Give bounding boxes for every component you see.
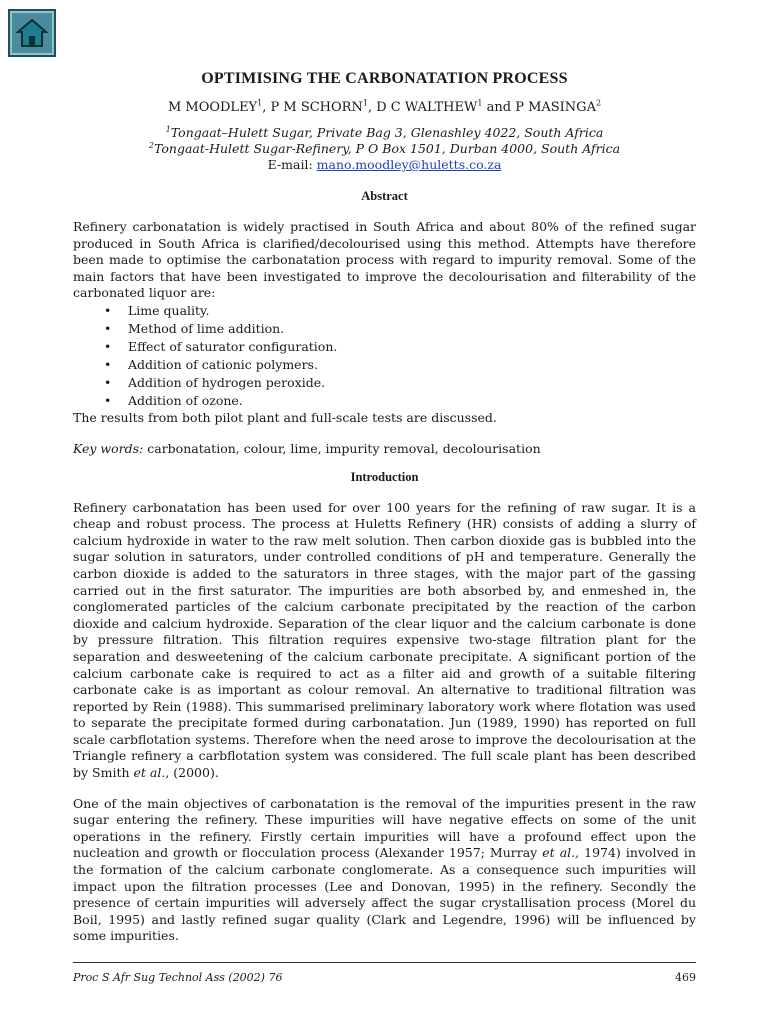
affil-mark: 2: [148, 140, 154, 150]
list-item: • Addition of ozone.: [128, 392, 696, 410]
abstract-closing: The results from both pilot plant and full-scale tests are discussed.: [73, 409, 497, 425]
affil-mark: 1: [165, 124, 171, 134]
keywords-label: Key words:: [73, 440, 144, 456]
list-item: • Lime quality.: [128, 302, 696, 320]
author-affil-mark: 1: [257, 98, 263, 108]
author-affil-mark: 1: [362, 98, 368, 108]
author: D C WALTHEW: [376, 100, 478, 115]
abstract-bullet-list: [73, 302, 696, 410]
author-affil-mark: 2: [595, 98, 602, 108]
email-label: E-mail:: [267, 157, 317, 172]
abstract-heading: Abstract: [361, 189, 408, 203]
italic-text: et al.,: [542, 845, 580, 861]
author: P M SCHORN: [270, 100, 363, 115]
paragraph-text: Refinery carbonatation has been used for over 100 years for the refining of raw sugar. It is a cheap and robust process. The process at Huletts Refinery (HR) consists of adding a slurry of calcium hydroxide in water to the raw melt solution. Then carbon dioxide gas is bubbled into the sugar solution in saturators, under controlled conditions of pH and temperature. Generally the carbon dioxide is added to the saturators in three stages, with the major part of the gassing carried out in the first saturator. The impurities are both absorbed by, and enmeshed in, the conglomerated particles of the calcium carbonate precipitated by the reaction of the carbon dioxide and calcium hydroxide. Separation of the clear liquor and the calcium carbonate is done by pressure filtration. This filtration requires expensive two-stage filtration plant for the separation and desweetening of the calcium carbonate precipitate. A significant portion of the calcium carbonate cake is required to act as a filter aid and growth of a suitable filtering carbonate cake is as important as colour removal. An alternative to traditional filtration was reported by Rein (1988). This summarised preliminary laboratory work where flotation was used to separate the precipitate formed during carbonatation. Jun (1989, 1990) has reported on full scale carbflotation systems. Therefore when the need arose to improve the decolourisation at the Triangle refinery a carbflotation system was considered. The full scale plant has been described by Smith: [73, 499, 696, 781]
intro-paragraph-2: [73, 796, 696, 945]
email-line: [73, 157, 696, 173]
paragraph-text: 1974) involved in the formation of the calcium carbonate conglomerate. As a consequence such impurities will impact upon the filtration processes (Lee and Donovan, 1995) in the refinery. Secondly the presence of certain impurities will adversely affect the sugar crystallisation process (Morel du Boil, 1995) and lastly refined sugar quality (Clark and Legendre, 1996) will be influenced by some impurities.: [73, 845, 696, 944]
page-footer: [73, 962, 696, 984]
affiliation-2: [73, 141, 696, 157]
author-separator: and: [482, 100, 516, 115]
list-item: • Method of lime addition.: [128, 320, 696, 338]
paper-title: OPTIMISING THE CARBONATATION PROCESS: [201, 70, 568, 87]
paragraph-text: One of the main objectives of carbonatation is the removal of the impurities present in the raw sugar entering the refinery. These impurities will have negative effects on some of the unit operations in the refinery. Firstly certain impurities will have a profound effect upon the nucleation and growth or flocculation process (Alexander 1957; Murray: [73, 795, 696, 861]
affil-text: Tongaat-Hulett Sugar-Refinery, P O Box 1501, Durban 4000, South Africa: [154, 141, 621, 156]
list-item: • Effect of saturator configuration.: [128, 338, 696, 356]
keywords-text: carbonatation, colour, lime, impurity removal, decolourisation: [143, 440, 541, 456]
author-separator: ,: [262, 100, 271, 115]
affiliation-1: [73, 125, 696, 141]
list-item: • Addition of hydrogen peroxide.: [128, 374, 696, 392]
author-affil-mark: 1: [477, 98, 483, 108]
keywords: [73, 441, 696, 456]
italic-text: et al.: [133, 765, 166, 781]
paragraph-text: , (2000).: [165, 765, 219, 781]
home-button[interactable]: [8, 9, 56, 57]
footer-journal: Proc S Afr Sug Technol Ass (2002) 76: [73, 971, 283, 984]
introduction-heading: Introduction: [350, 469, 419, 484]
author-separator: ,: [367, 100, 377, 115]
abstract-text: Refinery carbonatation is widely practised in South Africa and about 80% of the refined sugar produced in South Africa is clarified/decolourised using this method. Attempts have therefore been made to optimise the carbonatation process with regard to impurity removal. Some of the main factors that have been investigated to improve the decolourisation and filterability of the carbonated liquor are:: [73, 219, 696, 301]
page-number: 469: [675, 971, 696, 984]
paper-page: [73, 70, 696, 945]
list-item: • Addition of cationic polymers.: [128, 356, 696, 374]
author: P MASINGA: [515, 100, 596, 115]
home-icon: [16, 17, 48, 49]
author: M MOODLEY: [167, 100, 258, 115]
email-link[interactable]: mano.moodley@huletts.co.za: [316, 157, 502, 172]
author-list: [73, 100, 696, 115]
intro-paragraph-1: [73, 500, 696, 782]
affil-text: Tongaat–Hulett Sugar, Private Bag 3, Glenashley 4022, South Africa: [170, 125, 604, 140]
